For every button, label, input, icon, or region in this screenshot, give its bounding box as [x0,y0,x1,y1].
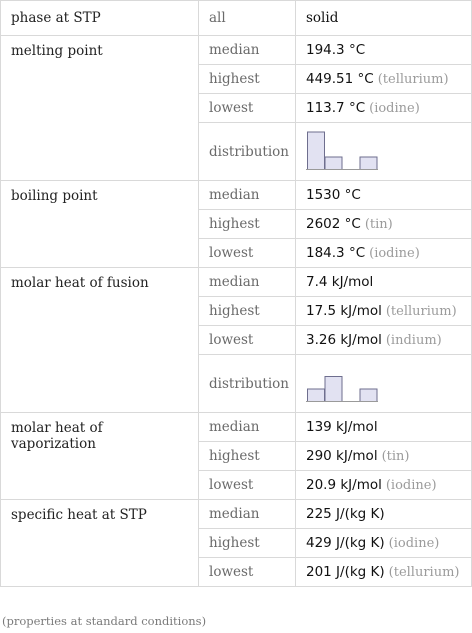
boiling-point-lowest [296,239,472,268]
specific-heat-label: specific heat at STP [1,500,199,587]
median-label: median [199,500,296,529]
value-text: 429 J/(kg K) [306,534,385,551]
heat-of-vaporization-highest [296,442,472,471]
heat-of-fusion-distribution [296,355,472,413]
heat-of-vaporization-label: molar heat of vaporization [1,413,199,500]
boiling-point-median: 1530 °C [296,181,472,210]
melting-point-histogram [306,130,378,174]
histogram-bar [325,157,342,170]
histogram-bar [360,157,377,170]
median-label: median [199,181,296,210]
lowest-label: lowest [199,326,296,355]
heat-of-vaporization-median: 139 kJ/mol [296,413,472,442]
value-text: 113.7 °C [306,99,366,116]
boiling-point-label: boiling point [1,181,199,268]
table-row [1,268,472,297]
lowest-label: lowest [199,239,296,268]
value-text: 17.5 kJ/mol [306,302,382,319]
table-row [1,413,472,442]
distribution-label: distribution [199,123,296,181]
lowest-label: lowest [199,94,296,123]
element-note: (tin) [364,216,393,232]
heat-of-fusion-label: molar heat of fusion [1,268,199,413]
element-note: (tin) [381,448,410,464]
highest-label: highest [199,442,296,471]
element-note: (tellurium) [388,564,460,580]
lowest-label: lowest [199,558,296,587]
histogram-bar [308,389,325,402]
melting-point-lowest [296,94,472,123]
heat-of-fusion-median: 7.4 kJ/mol [296,268,472,297]
highest-label: highest [199,529,296,558]
highest-label: highest [199,65,296,94]
element-note: (iodine) [369,245,420,261]
header-row [1,1,472,36]
header-property: phase at STP [1,1,199,36]
highest-label: highest [199,297,296,326]
melting-point-median: 194.3 °C [296,36,472,65]
value-text: 20.9 kJ/mol [306,476,382,493]
median-label: median [199,268,296,297]
median-label: median [199,36,296,65]
element-note: (iodine) [385,477,437,493]
histogram-bar [360,389,377,402]
histogram-bar [325,376,342,401]
specific-heat-highest [296,529,472,558]
melting-point-distribution [296,123,472,181]
value-text: 3.26 kJ/mol [306,331,382,348]
melting-point-highest [296,65,472,94]
boiling-point-highest [296,210,472,239]
heat-of-vaporization-lowest [296,471,472,500]
heat-of-fusion-lowest [296,326,472,355]
value-text: 201 J/(kg K) [306,563,385,580]
table-row [1,500,472,529]
heat-of-fusion-highest [296,297,472,326]
header-subset: all [199,1,296,36]
value-text: 184.3 °C [306,244,366,261]
element-note: (indium) [385,332,442,348]
melting-point-label: melting point [1,36,199,181]
table-row [1,36,472,65]
highest-label: highest [199,210,296,239]
footer-note: (properties at standard conditions) [2,614,207,628]
heat-of-fusion-histogram [306,362,378,406]
median-label: median [199,413,296,442]
histogram-bar [308,132,325,170]
lowest-label: lowest [199,471,296,500]
element-note: (iodine) [369,100,420,116]
value-text: 2602 °C [306,215,361,232]
element-note: (iodine) [388,535,440,551]
element-note: (tellurium) [377,71,449,87]
value-text: 449.51 °C [306,70,374,87]
element-note: (tellurium) [385,303,457,319]
value-text: 290 kJ/mol [306,447,378,464]
header-value: solid [296,1,472,36]
specific-heat-lowest [296,558,472,587]
table-row [1,181,472,210]
specific-heat-median: 225 J/(kg K) [296,500,472,529]
distribution-label: distribution [199,355,296,413]
